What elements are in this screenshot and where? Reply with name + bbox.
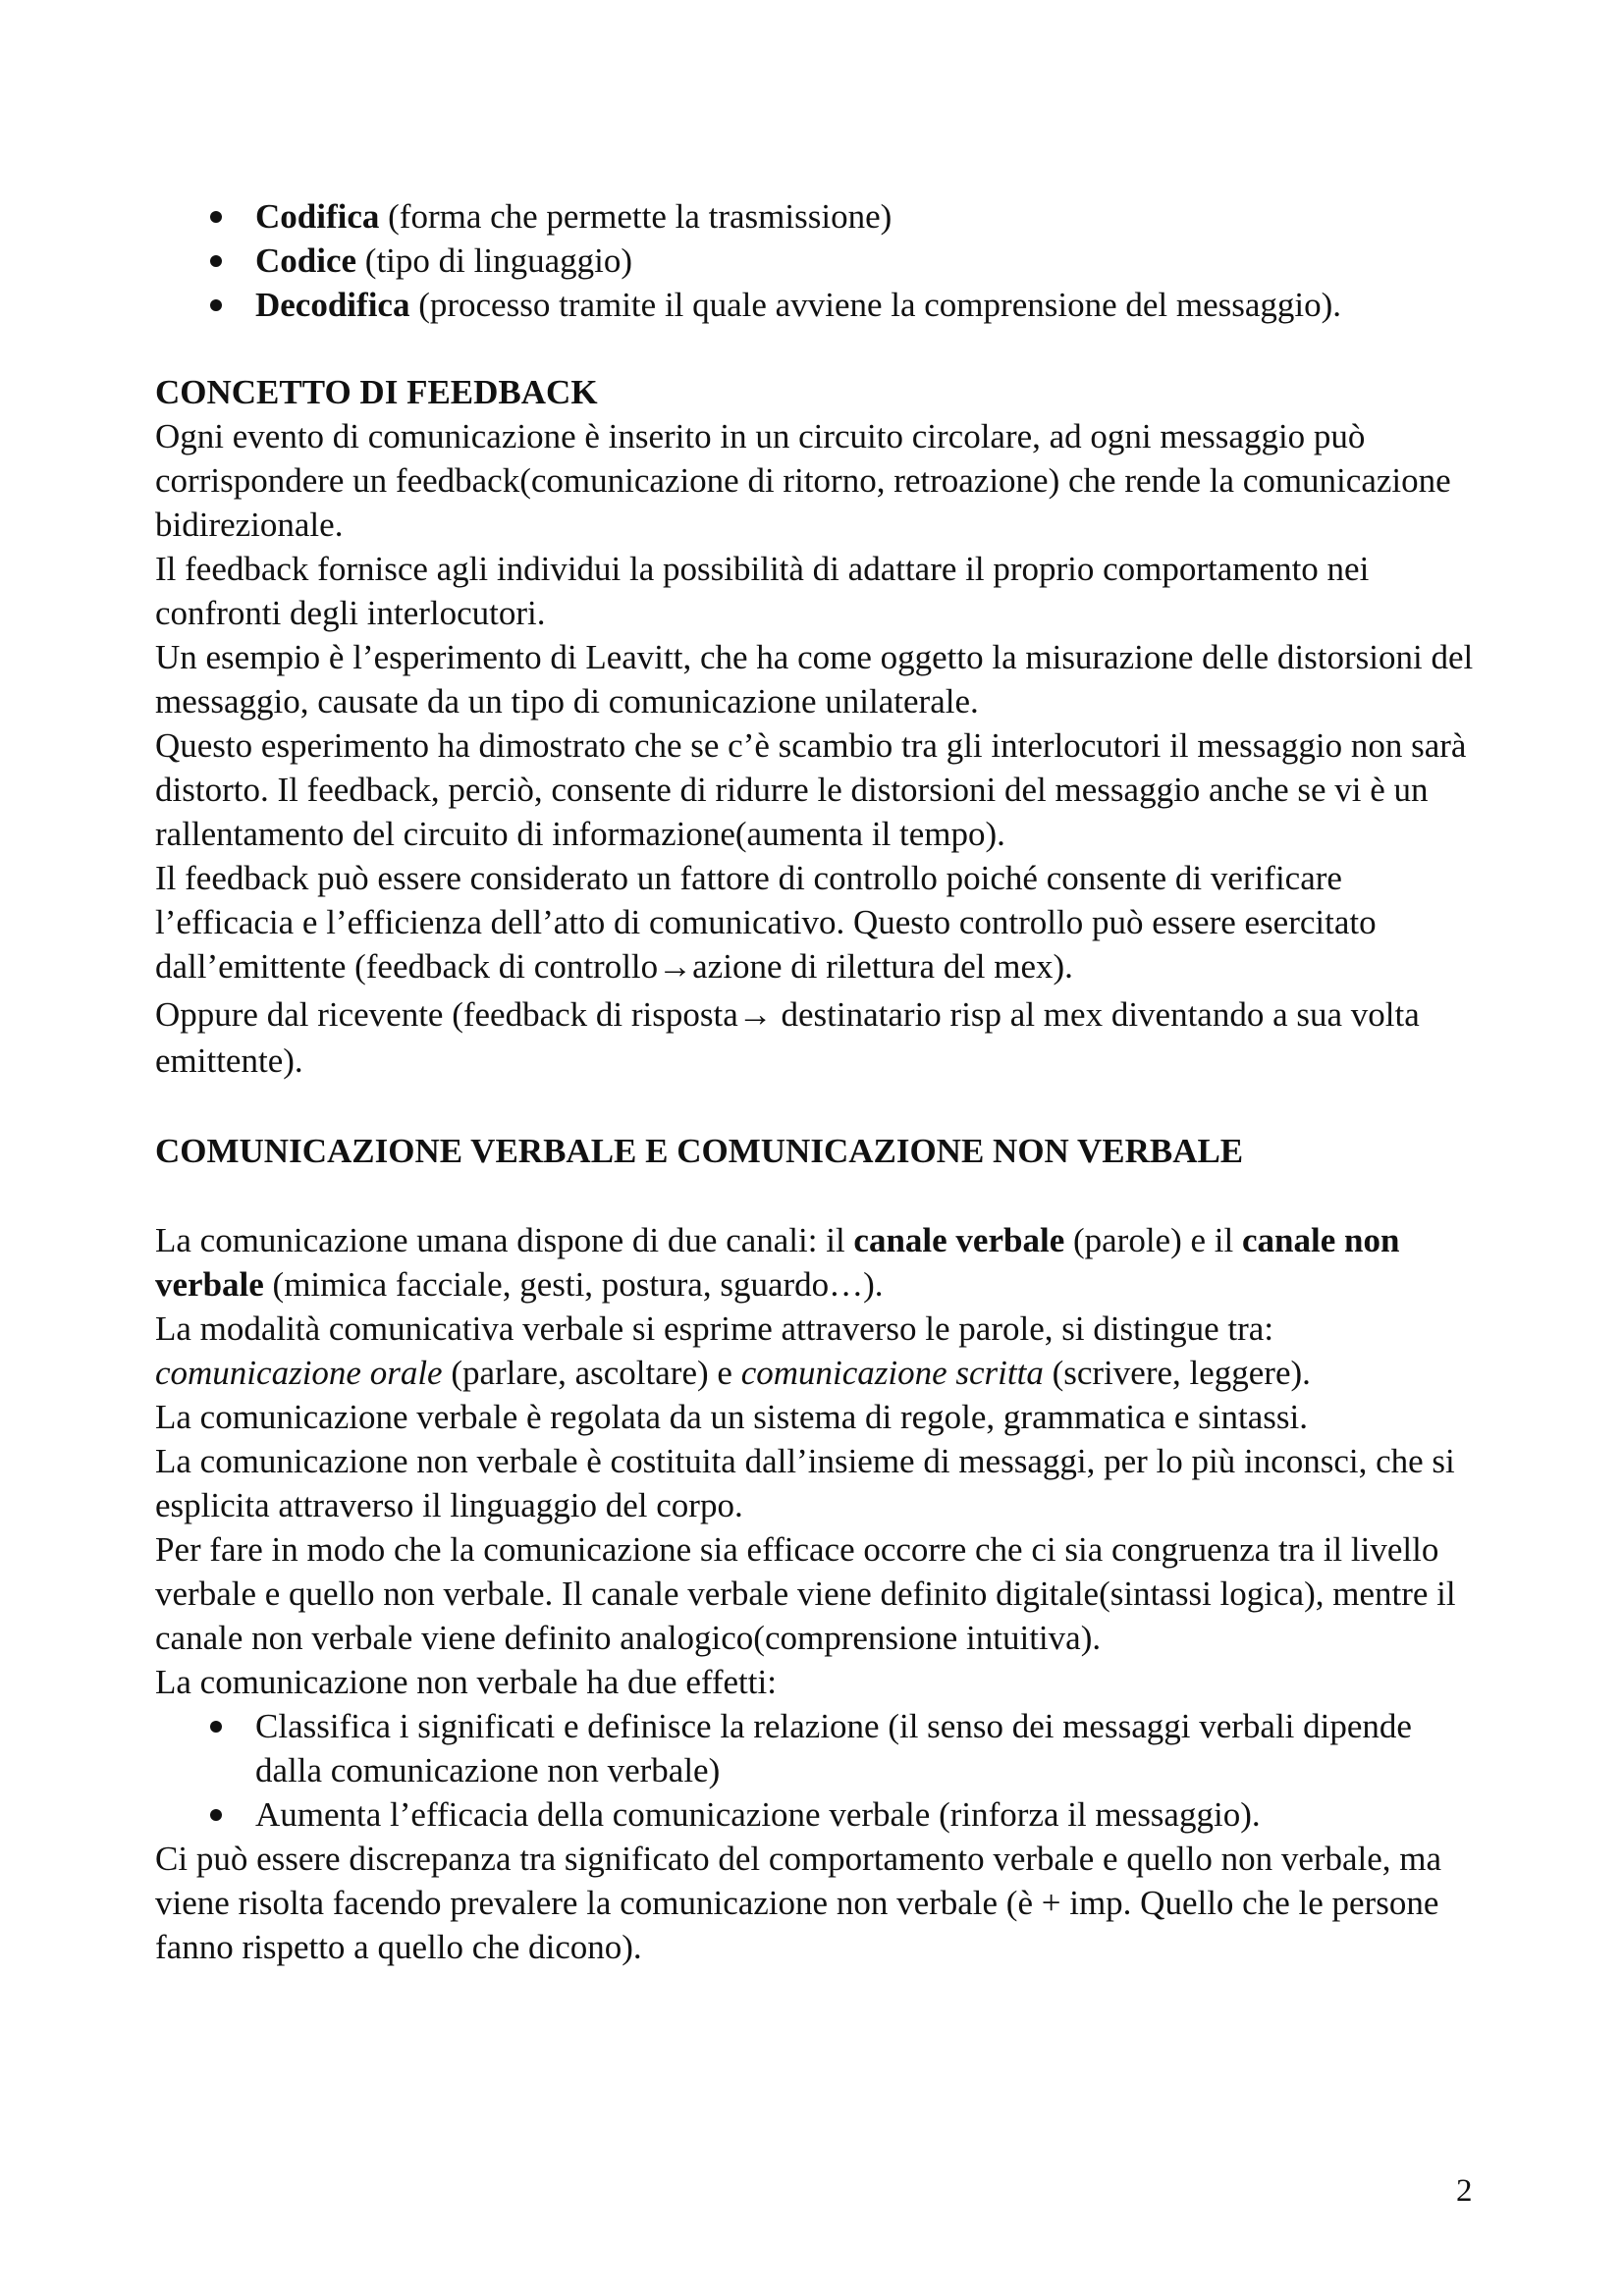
paragraph <box>155 1218 1481 1307</box>
paragraph: Ogni evento di comunicazione è inserito in un circuito circolare, ad ogni messaggio può corrispondere un feedback(comunicazione di ritorno, retroazione) che rende la comunicazione bidirezionale. <box>155 417 1451 544</box>
term-desc: (forma che permette la trasmissione) <box>379 197 893 236</box>
text-run: (mimica facciale, gesti, postura, sguardo…). <box>263 1265 884 1304</box>
list-item-text: Aumenta l’efficacia della comunicazione verbale (rinforza il messaggio). <box>255 1795 1261 1834</box>
list-item <box>255 239 1481 283</box>
document-page <box>155 194 1481 1969</box>
list-item <box>255 1792 1481 1837</box>
paragraph <box>155 1307 1481 1395</box>
italic-term: comunicazione orale <box>155 1354 443 1392</box>
section-heading-feedback: CONCETTO DI FEEDBACK <box>155 373 598 411</box>
bullet-icon <box>210 211 222 223</box>
list-item-text: Classifica i significati e definisce la relazione (il senso dei messaggi verbali dipende dalla comunicazione non verbale) <box>255 1707 1412 1789</box>
italic-term: comunicazione scritta <box>740 1354 1044 1392</box>
bullet-icon <box>210 299 222 311</box>
bullet-icon <box>210 1809 222 1821</box>
paragraph: La comunicazione non verbale è costituita dall’insieme di messaggi, per lo più inconsci, che si esplicita attraverso il linguaggio del corpo. <box>155 1442 1455 1524</box>
bullet-icon <box>210 1721 222 1733</box>
text-run: La modalità comunicativa verbale si esprime attraverso le parole, si distingue tra: <box>155 1309 1274 1348</box>
term-codice: Codice <box>255 241 357 280</box>
paragraph: La comunicazione non verbale ha due effetti: <box>155 1663 777 1701</box>
text-run: (parole) e il <box>1064 1221 1242 1259</box>
paragraph: La comunicazione verbale è regolata da un sistema di regole, grammatica e sintassi. <box>155 1398 1308 1436</box>
effects-bullet-list <box>155 1704 1481 1837</box>
feedback-section <box>155 370 1481 1084</box>
term-desc: (tipo di linguaggio) <box>356 241 632 280</box>
verbale-section <box>155 1129 1481 1969</box>
term-desc: (processo tramite il quale avviene la comprensione del messaggio). <box>409 286 1342 324</box>
section-heading-verbale: COMUNICAZIONE VERBALE E COMUNICAZIONE NON VERBALE <box>155 1132 1244 1170</box>
paragraph: Questo esperimento ha dimostrato che se c’è scambio tra gli interlocutori il messaggio non sarà distorto. Il feedback, perciò, consente di ridurre le distorsioni del messaggio anche se vi è un rallentamento del circuito di informazione(aumenta il tempo). <box>155 726 1467 853</box>
paragraph: Ci può essere discrepanza tra significato del comportamento verbale e quello non verbale, ma viene risolta facendo prevalere la comunicazione non verbale (è + imp. Quello che le persone fanno rispetto a quello che dicono). <box>155 1840 1442 1966</box>
list-item <box>255 194 1481 239</box>
paragraph: Il feedback fornisce agli individui la possibilità di adattare il proprio comportamento nei confronti degli interlocutori. <box>155 550 1370 632</box>
term-codifica: Codifica <box>255 197 380 236</box>
bullet-icon <box>210 255 222 267</box>
paragraph: Il feedback può essere considerato un fattore di controllo poiché consente di verificare l’efficacia e l’efficienza dell’atto di comunicativo. Questo controllo può essere esercitato dall’emittente (feedback di controllo→azione di rilettura del mex). <box>155 859 1377 986</box>
text-run: (scrivere, leggere). <box>1043 1354 1311 1392</box>
bold-term: canale verbale <box>853 1221 1065 1259</box>
list-item <box>255 283 1481 327</box>
text-run: (parlare, ascoltare) e <box>442 1354 741 1392</box>
paragraph: Un esempio è l’esperimento di Leavitt, che ha come oggetto la misurazione delle distorsioni del messaggio, causate da un tipo di comunicazione unilaterale. <box>155 638 1474 721</box>
page-number: 2 <box>1456 2173 1473 2209</box>
paragraph: Per fare in modo che la comunicazione sia efficace occorre che ci sia congruenza tra il livello verbale e quello non verbale. Il canale verbale viene definito digitale(sintassi logica), mentre il canale non verbale viene definito analogico(comprensione intuitiva). <box>155 1530 1456 1657</box>
list-item <box>255 1704 1481 1792</box>
term-decodifica: Decodifica <box>255 286 410 324</box>
text-run: La comunicazione umana dispone di due canali: il <box>155 1221 854 1259</box>
top-bullet-list <box>155 194 1481 327</box>
bold-term: canale non verbale <box>155 1221 1400 1304</box>
paragraph: Oppure dal ricevente (feedback di risposta→ destinatario risp al mex diventando a sua volta emittente). <box>155 995 1420 1080</box>
